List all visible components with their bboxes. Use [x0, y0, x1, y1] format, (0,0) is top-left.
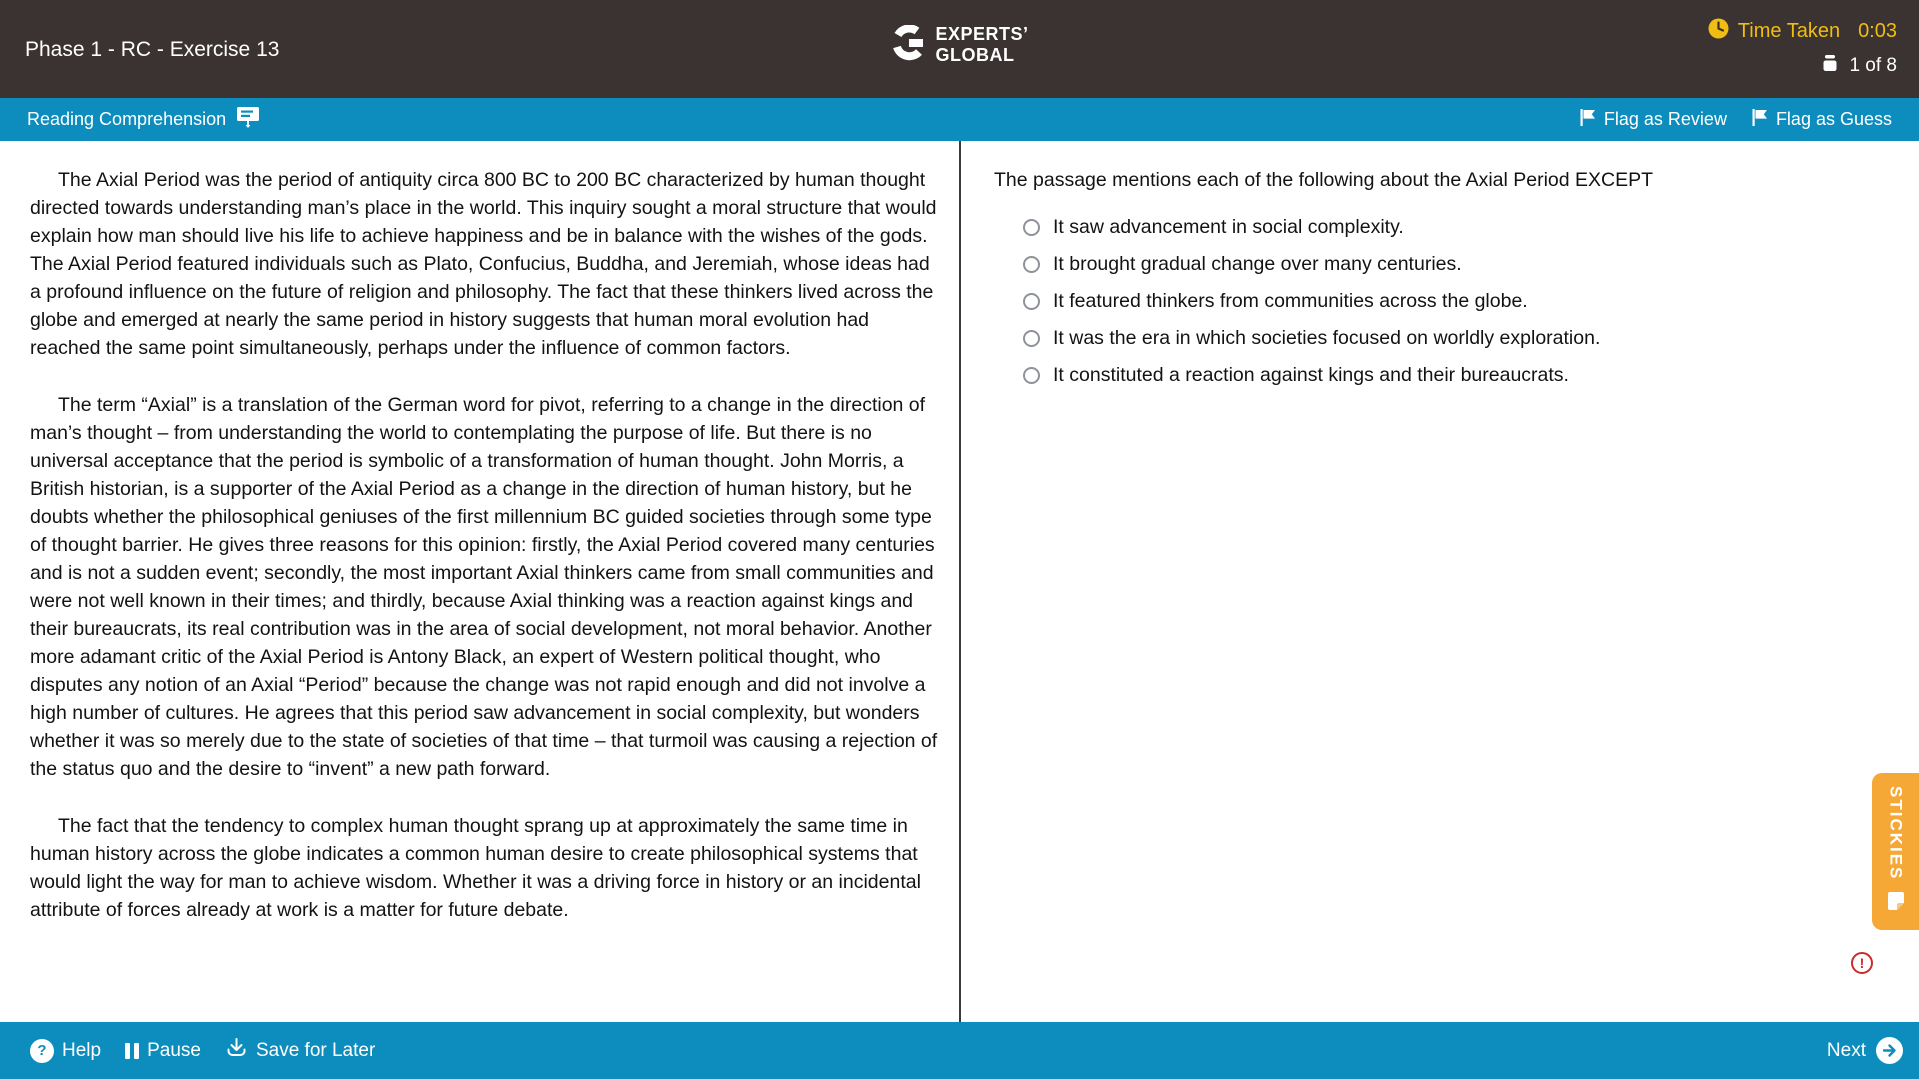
pause-icon [125, 1043, 139, 1059]
question-progress-text: 1 of 8 [1849, 55, 1897, 76]
exercise-title: Phase 1 - RC - Exercise 13 [25, 38, 280, 61]
clock-icon [1708, 18, 1729, 45]
time-taken [1708, 18, 1897, 45]
flag-icon [1751, 108, 1768, 132]
warning-exclamation-glyph: ! [1859, 955, 1865, 971]
save-download-icon [225, 1036, 248, 1065]
answer-options [1023, 216, 1889, 387]
logo-wordmark: EXPERTS’ GLOBAL [935, 24, 1029, 65]
sticky-note-icon [1885, 890, 1907, 917]
pause-button[interactable] [125, 1040, 201, 1062]
radio-button[interactable] [1023, 367, 1040, 384]
flag-icon [1579, 108, 1596, 132]
question-stack-icon [1820, 53, 1840, 79]
presentation-board-icon [236, 106, 260, 133]
section-title-label: Reading Comprehension [27, 109, 227, 129]
next-button[interactable] [1827, 1037, 1903, 1064]
passage-paragraph: The fact that the tendency to complex human thought sprang up at approximately the same time in human history across the globe indicates a common human desire to create philosophical systems that would light the way for man to achieve wisdom. Whether it was a driving force in history or an incidental attribute of forces already at work is a matter for future debate. [30, 815, 921, 921]
answer-option-label: It brought gradual change over many centuries. [1053, 253, 1462, 275]
question-screen [0, 141, 1919, 1022]
radio-button[interactable] [1023, 293, 1040, 310]
help-button[interactable] [30, 1039, 101, 1063]
flag-as-guess-label: Flag as Guess [1775, 109, 1892, 129]
answer-option[interactable] [1023, 253, 1889, 276]
warning-exclamation-icon[interactable] [1851, 952, 1873, 974]
radio-button[interactable] [1023, 256, 1040, 273]
passage-paragraph: The term “Axial” is a translation of the German word for pivot, referring to a change in the direction of man’s thought – from understanding the world to contemplating the purpose of life. But there is no universal acceptance that the period is symbolic of a transformation of human thought. John Morris, a British historian, is a supporter of the Axial Period as a change in the direction of human history, but he doubts whether the philosophical geniuses of the first millennium BC guided societies through some type of thought barrier. He gives three reasons for this opinion: firstly, the Axial Period covered many centuries and is not a sudden event; secondly, the most important Axial thinkers came from small communities and were not well known in their times; and thirdly, because Axial thinking was a reaction against kings and their bureaucrats, its real contribution was in the area of social development, not moral behavior. Another more adamant critic of the Axial Period is Antony Black, an expert of Western political thought, who disputes any notion of an Axial “Period” because the change was not rapid enough and did not involve a high number of cultures. He agrees that this period saw advancement in social complexity, but wonders whether it was so merely due to the state of societies of that time – that turmoil was causing a rejection of the status quo and the desire to “invent” a new path forward. [30, 394, 938, 780]
next-arrow-icon [1876, 1037, 1903, 1064]
footer-toolbar [0, 1022, 1919, 1079]
stickies-tab[interactable] [1872, 773, 1919, 930]
passage-panel [0, 141, 961, 1022]
answer-option-label: It constituted a reaction against kings and their bureaucrats. [1053, 364, 1569, 386]
section-title [27, 106, 260, 133]
time-taken-label: Time Taken [1737, 20, 1841, 42]
passage-paragraph: The Axial Period was the period of antiquity circa 800 BC to 200 BC characterized by human thought directed towards understanding man’s place in the world. This inquiry sought a moral structure that would explain how man should live his life to achieve happiness and be in balance with the wishes of the gods. The Axial Period featured individuals such as Plato, Confucius, Buddha, and Jeremiah, whose ideas had a profound influence on the future of religion and philosophy. The fact that these thinkers lived across the globe and emerged at nearly the same period in history suggests that human moral evolution had reached the same point simultaneously, perhaps under the influence of common factors. [30, 169, 937, 359]
answer-option[interactable] [1023, 364, 1889, 387]
flag-as-review-label: Flag as Review [1603, 109, 1727, 129]
help-label: Help [62, 1039, 102, 1061]
question-panel [961, 141, 1919, 1022]
experts-global-logo [890, 24, 1028, 66]
answer-option-label: It was the era in which societies focused on worldly exploration. [1053, 327, 1601, 349]
answer-option[interactable] [1023, 216, 1889, 239]
radio-button[interactable] [1023, 330, 1040, 347]
radio-button[interactable] [1023, 219, 1040, 236]
answer-option[interactable] [1023, 290, 1889, 313]
pause-label: Pause [147, 1039, 201, 1061]
flag-as-review-button[interactable] [1579, 108, 1727, 132]
question-progress [1820, 53, 1897, 79]
flag-buttons [1579, 108, 1892, 132]
answer-option[interactable] [1023, 327, 1889, 350]
app-header [0, 0, 1919, 98]
stickies-label: STICKIES [1886, 785, 1906, 881]
help-question-icon: ? [30, 1039, 54, 1063]
question-prompt: The passage mentions each of the following about the Axial Period EXCEPT [994, 169, 1654, 191]
footer-left-actions [30, 1036, 375, 1065]
flag-as-guess-button[interactable] [1751, 108, 1892, 132]
time-taken-value: 0:03 [1858, 20, 1897, 42]
save-for-later-button[interactable] [225, 1036, 375, 1065]
save-for-later-label: Save for Later [255, 1039, 376, 1061]
answer-option-label: It saw advancement in social complexity. [1053, 216, 1404, 238]
next-label: Next [1826, 1039, 1866, 1061]
answer-option-label: It featured thinkers from communities across the globe. [1053, 290, 1528, 312]
experts-global-logo-mark [890, 25, 926, 66]
section-toolbar [0, 98, 1919, 141]
header-status-area [1708, 18, 1897, 79]
